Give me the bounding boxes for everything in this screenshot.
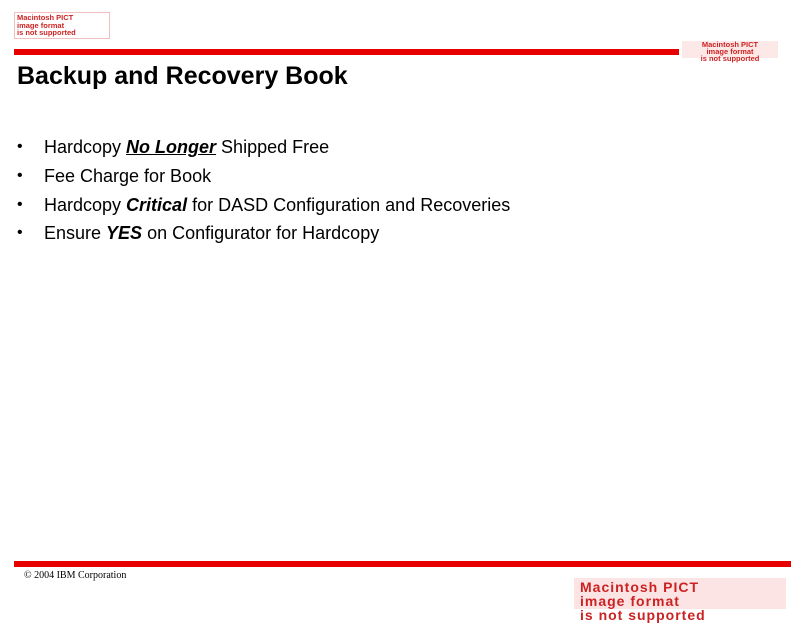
pict-placeholder-top-right: Macintosh PICT image format is not supported	[682, 41, 778, 58]
bullet-icon: •	[17, 224, 23, 242]
bullet-item	[17, 219, 510, 248]
bullet-text: Hardcopy	[44, 194, 127, 215]
bullet-emphasis: No Longer	[126, 137, 217, 157]
footer-rule	[14, 561, 791, 567]
header-rule	[14, 49, 679, 55]
bullet-text: Hardcopy	[44, 137, 127, 157]
bullet-text: Fee Charge for Book	[44, 165, 212, 186]
bullet-emphasis: Critical	[126, 194, 188, 215]
pict-placeholder-bottom-right: Macintosh PICT image format is not supported	[574, 578, 786, 609]
bullet-text: Shipped Free	[216, 137, 330, 157]
bullet-text: for DASD Configuration and Recoveries	[187, 194, 511, 215]
copyright-footer: © 2004 IBM Corporation	[24, 570, 127, 581]
bullet-text: Ensure	[44, 223, 107, 244]
bullet-item	[17, 133, 510, 162]
bullet-icon: •	[17, 138, 23, 155]
pict-placeholder-top-left: Macintosh PICT image format is not supported	[14, 12, 110, 39]
bullet-text: on Configurator for Hardcopy	[142, 223, 380, 244]
bullet-icon: •	[17, 166, 23, 184]
bullet-icon: •	[17, 195, 23, 213]
bullet-item	[17, 191, 510, 220]
slide-title: Backup and Recovery Book	[17, 62, 348, 90]
bullet-item	[17, 162, 510, 191]
bullet-emphasis: YES	[106, 223, 143, 244]
bullet-list	[17, 133, 510, 248]
